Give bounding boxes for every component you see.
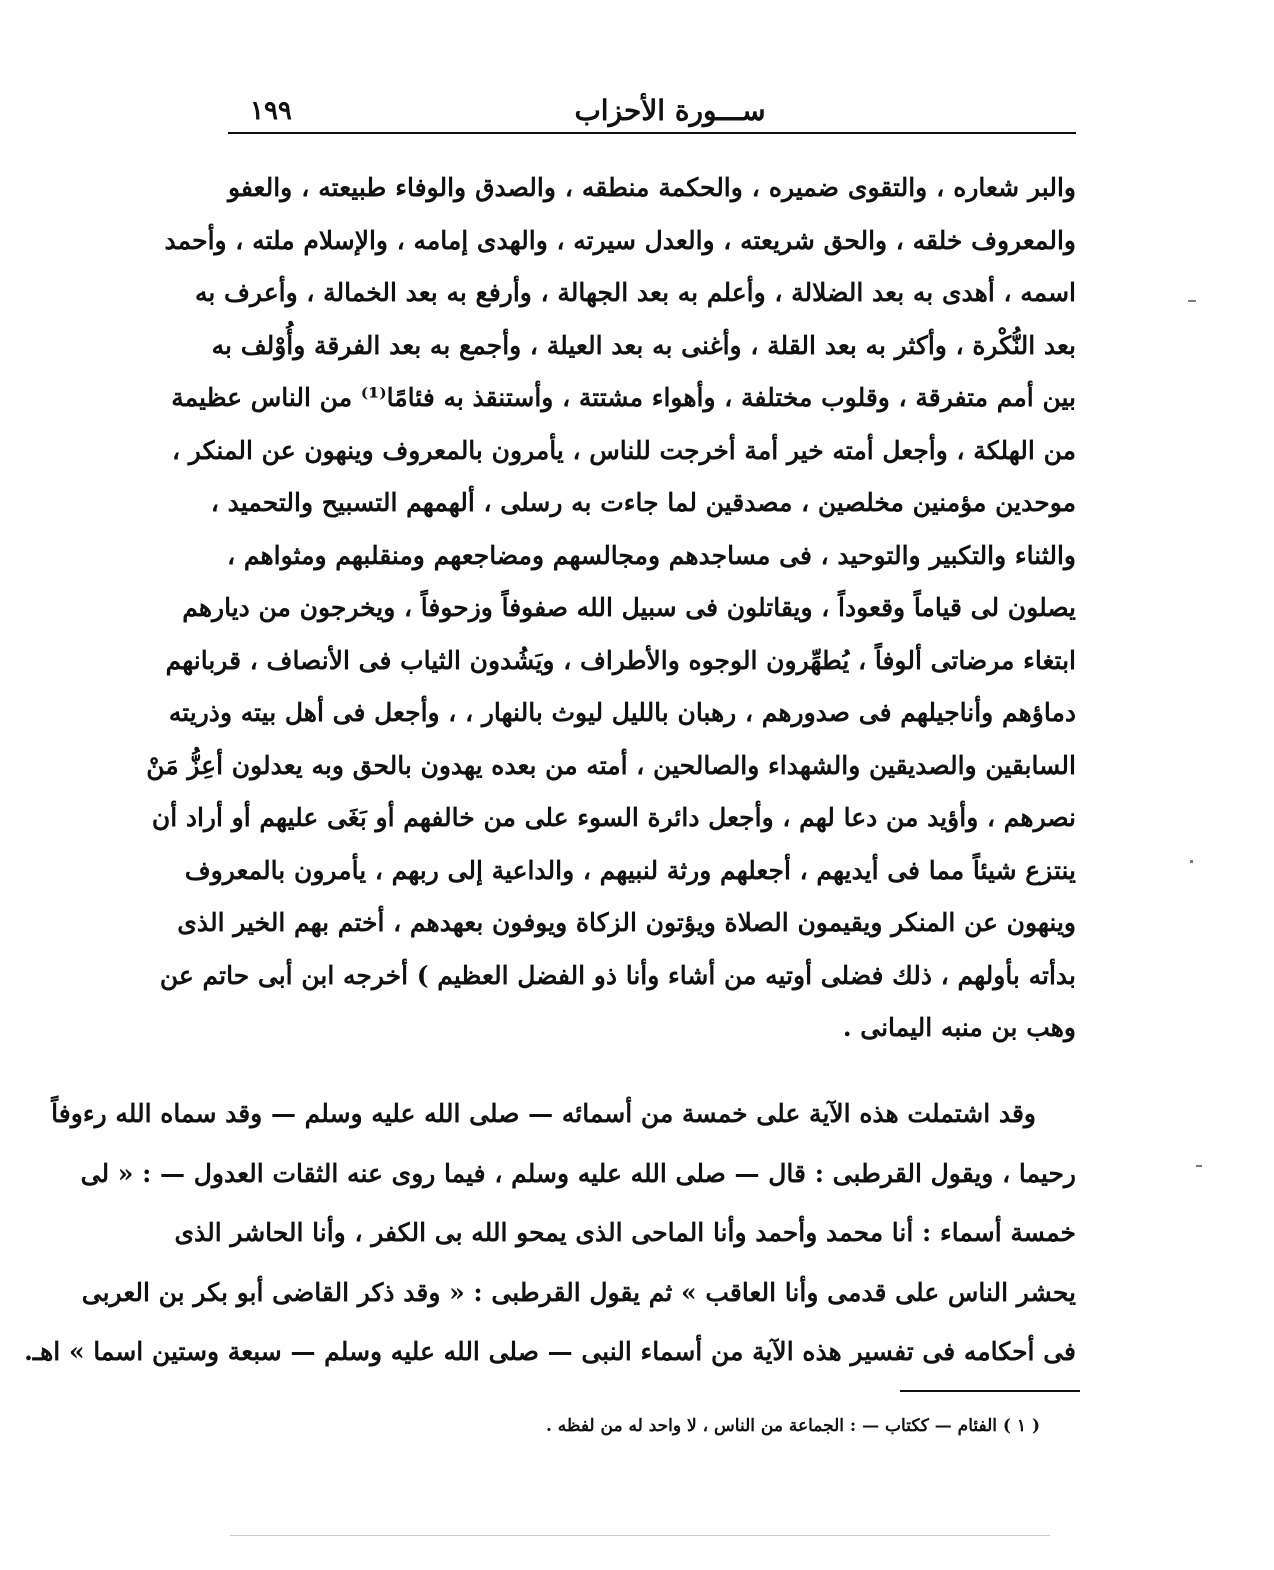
text-line: ينتزع شيئاً مما فى أيديهم ، أجعلهم ورثة لنبيهم ، والداعية إلى ربهم ، يأمرون بالمعروف	[184, 855, 1076, 885]
text-line: بدأته بأولهم ، ذلك فضلى أوتيه من أشاء وأنا ذو الفضل العظيم ) أخرجه ابن أبى حاتم عن	[159, 960, 1076, 990]
text-line: نصرهم ، وأؤيد من دعا لهم ، وأجعل دائرة السوء على من خالفهم أو بَغَى عليهم أو أراد أن	[151, 803, 1076, 832]
text-line: رحيما ، ويقول القرطبى : قال — صلى الله عليه وسلم ، فيما روى عنه الثقات العدول — : « لى	[80, 1158, 1076, 1188]
text-line: دماؤهم وأناجيلهم فى صدورهم ، رهبان بالليل ليوث بالنهار ، ، وأجعل فى أهل بيته وذريته	[168, 698, 1076, 727]
text-line: اسمه ، أهدى به بعد الضلالة ، وأعلم به بعد الجهالة ، وأرفع به بعد الخمالة ، وأعرف به	[194, 278, 1076, 307]
text-line: موحدين مؤمنين مخلصين ، مصدقين لما جاءت به رسلى ، ألهمهم التسبيح والتحميد ،	[210, 488, 1076, 517]
text-line: وقد اشتملت هذه الآية على خمسة من أسمائه — صلى الله عليه وسلم — وقد سماه الله رءوفاً	[51, 1099, 1036, 1128]
surah-title: ســـورة الأحزاب	[574, 94, 766, 127]
text-line: وهب بن منبه اليمانى .	[842, 1013, 1076, 1042]
text-line: يصلون لى قياماً وقعوداً ، ويقاتلون فى سبيل الله صفوفاً وزحوفاً ، ويخرجون من ديارهم	[182, 593, 1076, 622]
scan-speck	[1188, 300, 1196, 302]
paragraph-2	[24, 1084, 1076, 1382]
page-number: ١٩٩	[250, 96, 292, 126]
text-line: السابقين والصديقين والشهداء والصالحين ، أمته من بعده يهدون بالحق وبه يعدلون أعِزُّ مَنْ	[146, 750, 1076, 780]
text-line: وينهون عن المنكر ويقيمون الصلاة ويؤتون الزكاة ويوفون بعهدهم ، أختم بهم الخير الذى	[177, 908, 1076, 937]
text-line: والمعروف خلقه ، والحق شريعته ، والعدل سيرته ، والهدى إمامه ، والإسلام ملته ، وأحمد	[164, 225, 1076, 255]
text-line: ابتغاء مرضاتى ألوفاً ، يُطهِّرون الوجوه والأطراف ، ويَشُدون الثياب فى الأنصاف ، قربانهم	[165, 645, 1076, 675]
paragraph-1	[146, 162, 1076, 1055]
text-line: فى أحكامه فى تفسير هذه الآية من أسماء النبى — صلى الله عليه وسلم — سبعة وستين اسما » اهـ.	[24, 1337, 1076, 1366]
scan-speck	[1196, 1165, 1202, 1167]
text-line: من الهلكة ، وأجعل أمته خير أمة أخرجت للناس ، يأمرون بالمعروف وينهون عن المنكر ،	[172, 435, 1076, 465]
text-line: خمسة أسماء : أنا محمد وأحمد وأنا الماحى الذى يمحو الله بى الكفر ، وأنا الحاشر الذى	[174, 1218, 1076, 1247]
text-line: يحشر الناس على قدمى وأنا العاقب » ثم يقول القرطبى : « وقد ذكر القاضى أبو بكر بن العربى	[81, 1277, 1076, 1307]
text-line: بين أمم متفرقة ، وقلوب مختلفة ، وأهواء مشتتة ، وأستنقذ به فئامًا⁽¹⁾ من الناس عظيمة	[171, 383, 1076, 412]
text-line: والبر شعاره ، والتقوى ضميره ، والحكمة منطقه ، والصدق والوفاء طبيعته ، والعفو	[228, 173, 1076, 202]
footnote-rule	[900, 1390, 1080, 1392]
scan-speck	[1190, 860, 1193, 863]
header-rule	[228, 132, 1076, 134]
text-line: بعد النُّكْرة ، وأكثر به بعد القلة ، وأغنى به بعد العيلة ، وأجمع به بعد الفرقة وأُوْلف به	[211, 330, 1076, 360]
scan-speck	[230, 1535, 1050, 1536]
footnote: ( ١ ) الفئام — ككتاب — : الجماعة من الناس ، لا واحد له من لفظه .	[545, 1416, 1040, 1436]
text-line: والثناء والتكبير والتوحيد ، فى مساجدهم ومجالسهم ومضاجعهم ومنقلبهم ومثواهم ،	[227, 540, 1076, 570]
